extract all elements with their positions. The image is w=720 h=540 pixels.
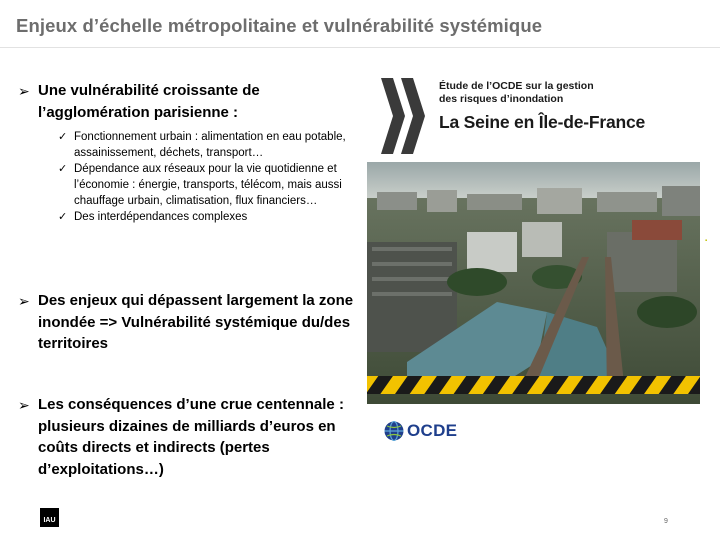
cover-subtitle: Étude de l’OCDE sur la gestion des risques d’inondation <box>439 80 594 105</box>
bullet-1 <box>18 80 358 123</box>
bullet-1-text: Une vulnérabilité croissante de l’agglomération parisienne : <box>38 82 260 121</box>
bullet-block-2 <box>18 290 358 355</box>
checkmark-icon: ✓ <box>58 211 68 223</box>
flooded-city-image <box>367 162 700 404</box>
list-item: ✓ Des interdépendances complexes <box>58 211 248 223</box>
list-item: ✓ Fonctionnement urbain : alimentation en eau potable, assainissement, déchets, transport… <box>58 131 346 159</box>
slide-title: Enjeux d’échelle métropolitaine et vulnérabilité systémique <box>16 15 543 36</box>
bullet-2 <box>18 290 358 355</box>
bullet-block-1 <box>18 80 358 225</box>
bullet-3-text: Les conséquences d’une crue centennale : plusieurs dizaines de milliards d’euros en coûts directs et indirects (pertes d’exploitations…) <box>38 396 344 478</box>
checkmark-icon: ✓ <box>58 163 68 175</box>
bullet-2-text: Des enjeux qui dépassent largement la zone inondée => Vulnérabilité systémique du/des territoires <box>38 292 354 352</box>
title-divider <box>0 47 720 48</box>
decorative-mark: ▪ <box>705 238 708 244</box>
cover-title: La Seine en Île-de-France <box>439 112 646 132</box>
oecd-chevron-logo-icon <box>381 78 431 154</box>
arrow-bullet-icon: ➢ <box>18 293 30 309</box>
oecd-label: OCDE <box>407 421 458 440</box>
page-number: 9 <box>664 518 668 525</box>
iau-logo: IAU <box>40 508 59 527</box>
globe-icon <box>384 421 404 441</box>
bullet-3 <box>18 394 358 480</box>
cover-header <box>367 70 700 162</box>
bullet-1-sublist <box>58 129 358 225</box>
list-item: ✓ Dépendance aux réseaux pour la vie quotidienne et l’économie : énergie, transports, télécom, mais aussi chauffage urbain, climatisation, flux financiers… <box>58 163 342 207</box>
arrow-bullet-icon: ➢ <box>18 397 30 413</box>
oecd-logo <box>384 421 457 441</box>
arrow-bullet-icon: ➢ <box>18 83 30 99</box>
bullet-block-3 <box>18 394 358 480</box>
checkmark-icon: ✓ <box>58 131 68 143</box>
oecd-report-cover <box>367 70 700 404</box>
